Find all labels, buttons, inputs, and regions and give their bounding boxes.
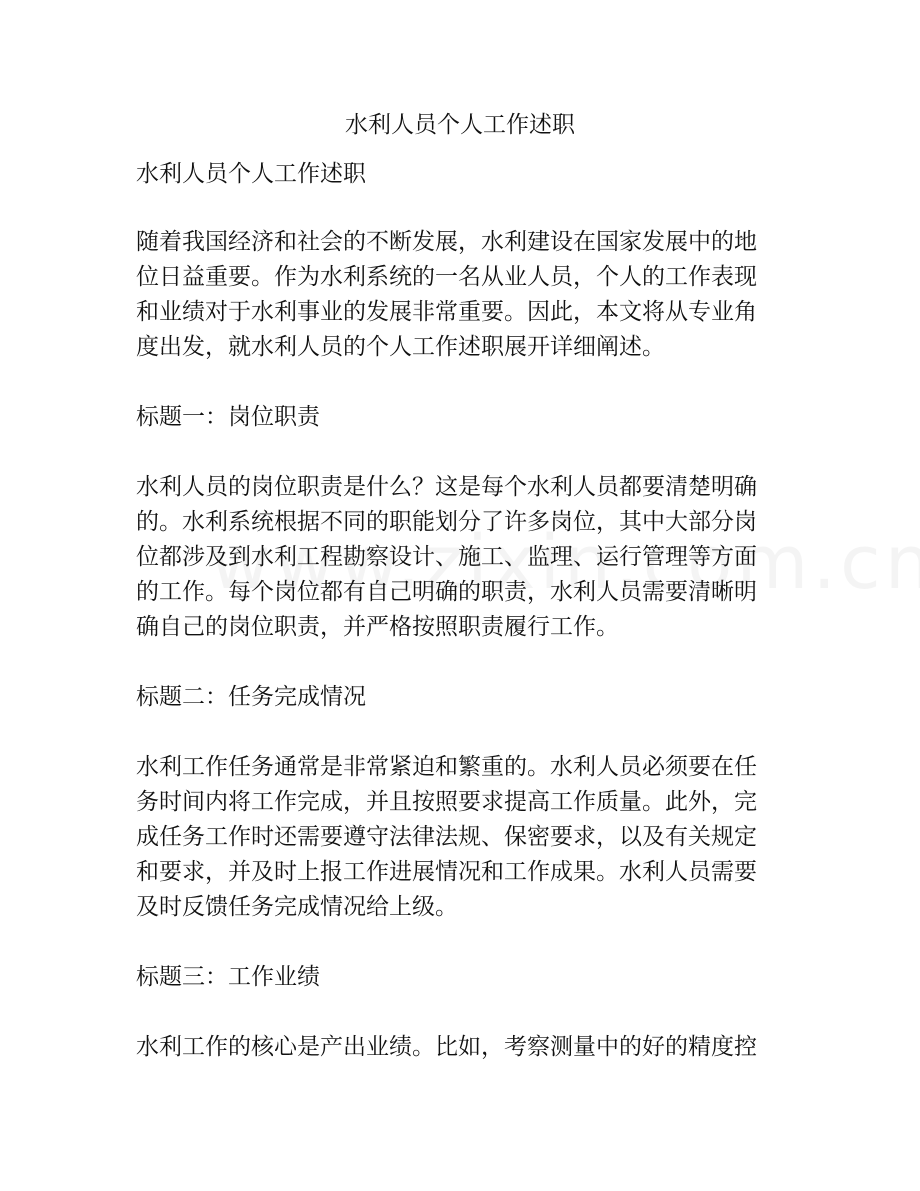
paragraph-line: 确自己的岗位职责，并严格按照职责履行工作。 xyxy=(136,614,619,640)
document-body xyxy=(136,157,788,1100)
paragraph-line: 的工作。每个岗位都有自己明确的职责，水利人员需要清晰明 xyxy=(136,579,757,605)
paragraph-line: 水利工作任务通常是非常紧迫和繁重的。水利人员必须要在任 xyxy=(136,754,757,780)
section-2-paragraph xyxy=(136,750,788,925)
paragraph-line: 度出发，就水利人员的个人工作述职展开详细阐述。 xyxy=(136,334,665,360)
paragraph-line: 位日益重要。作为水利系统的一名从业人员，个人的工作表现 xyxy=(136,264,757,290)
paragraph-line: 位都涉及到水利工程勘察设计、施工、监理、运行管理等方面 xyxy=(136,544,757,570)
document-subtitle: 水利人员个人工作述职 xyxy=(136,161,366,187)
paragraph-line: 务时间内将工作完成，并且按照要求提高工作质量。此外，完 xyxy=(136,789,757,815)
paragraph-line: 水利工作的核心是产出业绩。比如，考察测量中的好的精度控 xyxy=(136,1034,757,1060)
section-heading-3: 标题三：工作业绩 xyxy=(136,964,320,990)
section-heading-2: 标题二：任务完成情况 xyxy=(136,684,366,710)
paragraph-line: 的。水利系统根据不同的职能划分了许多岗位，其中大部分岗 xyxy=(136,509,757,535)
paragraph-line: 和业绩对于水利事业的发展非常重要。因此，本文将从专业角 xyxy=(136,299,757,325)
intro-paragraph xyxy=(136,225,788,365)
document-title: 水利人员个人工作述职 xyxy=(345,112,575,138)
paragraph-line: 成任务工作时还需要遵守法律法规、保密要求，以及有关规定 xyxy=(136,824,757,850)
section-1-paragraph xyxy=(136,470,788,645)
paragraph-line: 及时反馈任务完成情况给上级。 xyxy=(136,894,458,920)
paragraph-line: 和要求，并及时上报工作进展情况和工作成果。水利人员需要 xyxy=(136,859,757,885)
section-heading-1: 标题一：岗位职责 xyxy=(136,404,320,430)
paragraph-line: 水利人员的岗位职责是什么？这是每个水利人员都要清楚明确 xyxy=(136,474,757,500)
section-3-paragraph xyxy=(136,1030,788,1065)
paragraph-line: 随着我国经济和社会的不断发展，水利建设在国家发展中的地 xyxy=(136,229,757,255)
